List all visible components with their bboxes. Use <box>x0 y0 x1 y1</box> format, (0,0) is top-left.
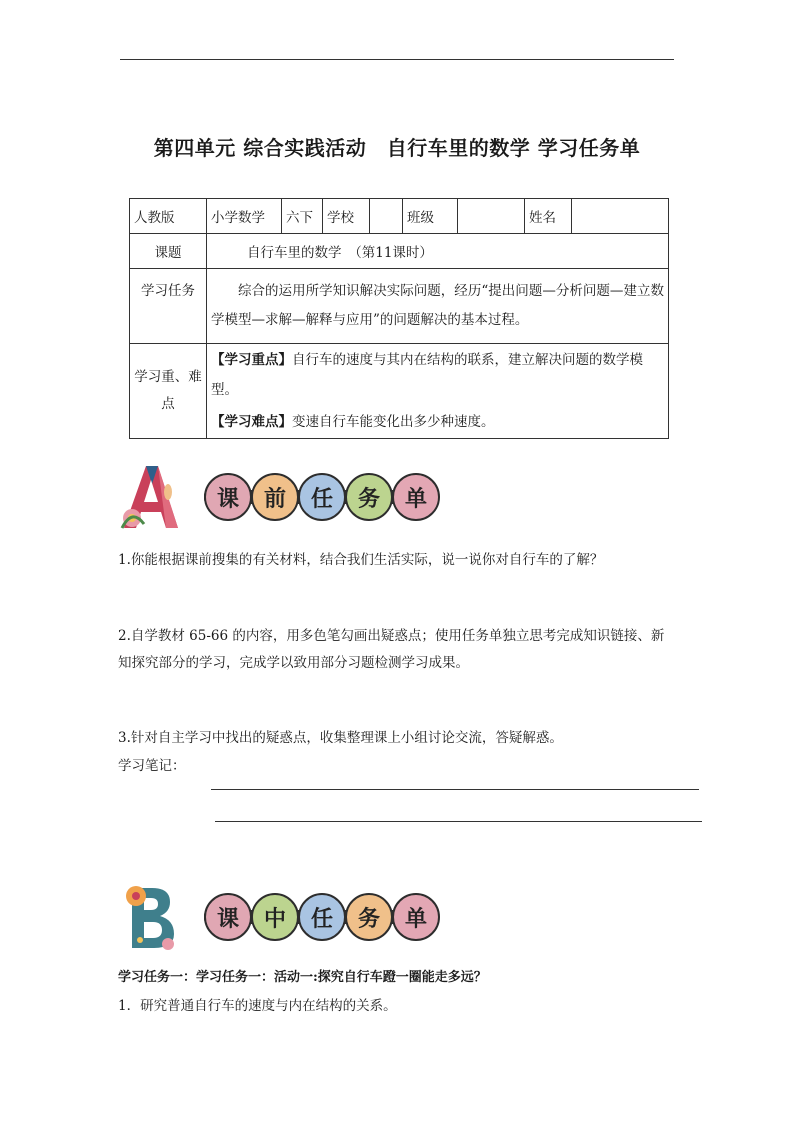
section-b-char: 单 <box>392 893 440 941</box>
topic-label: 课题 <box>130 234 207 269</box>
focus-label: 学习重、难点 <box>130 344 207 439</box>
table-cell-subject: 小学数学 <box>207 199 282 234</box>
table-cell-name-label: 姓名 <box>525 199 572 234</box>
section-b-char: 中 <box>251 893 299 941</box>
table-cell-edition: 人教版 <box>130 199 207 234</box>
pre-item-1: 1.你能根据课前搜集的有关材料，结合我们生活实际，说一说你对自行车的了解？ <box>118 552 604 568</box>
key-text: 自行车的速度与其内在结构的联系，建立解决问题的数学模型。 <box>211 352 643 398</box>
task-item-1: 1．研究普通自行车的速度与内在结构的关系。 <box>118 998 397 1014</box>
difficulty-tag: 【学习难点】 <box>211 414 292 430</box>
table-cell-grade: 六下 <box>282 199 323 234</box>
table-row <box>130 199 669 234</box>
info-table <box>129 198 669 439</box>
section-b-banner <box>118 882 458 952</box>
pre-item-2: 2.自学教材 65-66 的内容，用多色笔勾画出疑惑点；使用任务单独立思考完成知识链接、新 <box>118 628 665 644</box>
table-row <box>130 269 669 344</box>
task-label: 学习任务 <box>130 269 207 344</box>
notes-label: 学习笔记： <box>118 758 186 774</box>
pre-item-3: 3.针对自主学习中找出的疑惑点，收集整理课上小组讨论交流，答疑解惑。 <box>118 730 563 746</box>
topic-value: 自行车里的数学 （第11课时） <box>207 234 669 269</box>
section-a-char: 任 <box>298 473 346 521</box>
section-a-banner <box>118 462 458 532</box>
key-tag: 【学习重点】 <box>211 352 292 368</box>
difficulty-text: 变速自行车能变化出多少种速度。 <box>292 414 495 430</box>
table-cell-class-value[interactable] <box>458 199 525 234</box>
section-b-letter-icon <box>118 882 180 952</box>
section-a-char: 前 <box>251 473 299 521</box>
section-b-char: 务 <box>345 893 393 941</box>
task-value: 综合的运用所学知识解决实际问题，经历“提出问题—分析问题—建立数学模型—求解—解释与应用”的问题解决的基本过程。 <box>207 269 669 344</box>
page-title: 第四单元 综合实践活动 自行车里的数学 学习任务单 <box>153 136 641 160</box>
table-row <box>130 344 669 439</box>
table-cell-school-value[interactable] <box>370 199 403 234</box>
notes-line-1[interactable] <box>211 789 699 790</box>
section-a-char: 课 <box>204 473 252 521</box>
table-cell-class-label: 班级 <box>403 199 458 234</box>
section-a-letter-icon <box>118 462 180 532</box>
table-cell-school-label: 学校 <box>323 199 370 234</box>
section-a-char: 务 <box>345 473 393 521</box>
table-row <box>130 234 669 269</box>
focus-value <box>207 344 669 439</box>
table-cell-name-value[interactable] <box>572 199 669 234</box>
section-b-char: 课 <box>204 893 252 941</box>
section-a-char: 单 <box>392 473 440 521</box>
header-rule <box>120 59 674 60</box>
notes-line-2[interactable] <box>215 821 702 822</box>
section-b-char: 任 <box>298 893 346 941</box>
pre-item-2-cont: 知探究部分的学习，完成学以致用部分习题检测学习成果。 <box>118 655 469 671</box>
task-heading: 学习任务一：学习任务一：活动一:探究自行车蹬一圈能走多远？ <box>118 970 487 985</box>
